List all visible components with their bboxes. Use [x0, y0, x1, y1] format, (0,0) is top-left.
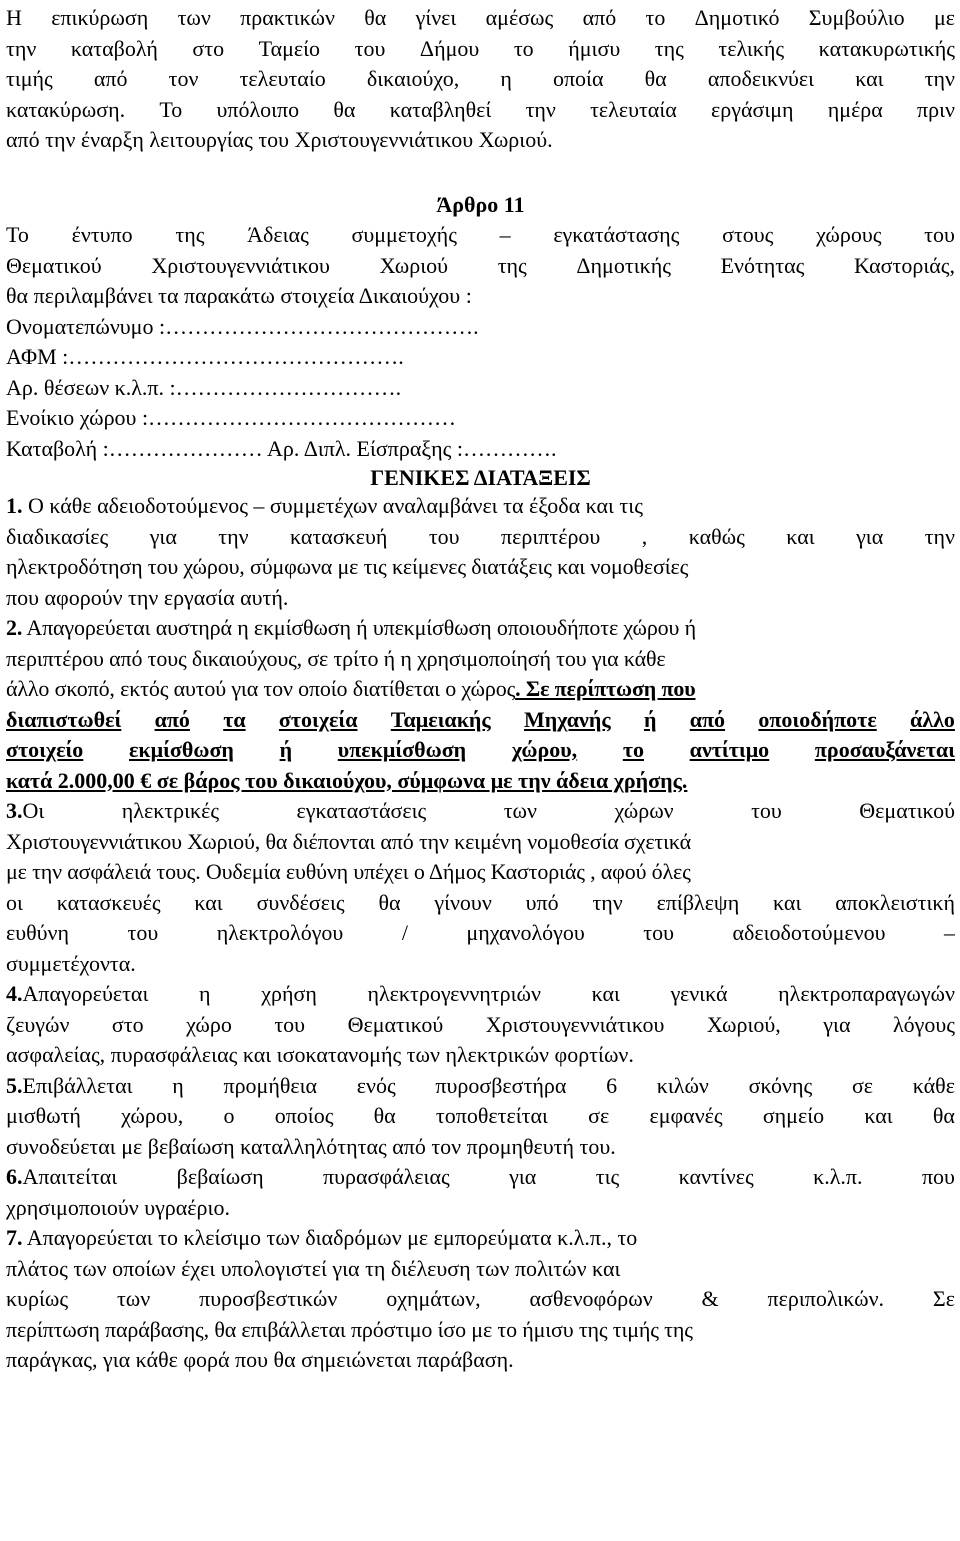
word: 6.Απαιτείται	[6, 1164, 118, 1189]
field-rent: Ενοίκιο χώρου :……………………………………	[6, 405, 457, 430]
word: πυρασφάλειας	[323, 1164, 450, 1189]
word: εμφανές	[649, 1103, 723, 1128]
word: και	[591, 981, 620, 1006]
word: συνδέσεις	[256, 889, 345, 915]
word: στοιχεία	[278, 706, 358, 732]
word: γίνουν	[434, 889, 492, 915]
word: –	[499, 222, 511, 247]
word: ασθενοφόρων	[529, 1286, 653, 1311]
word: Χριστουγεννιάτικου	[151, 252, 330, 278]
word: οποιοδήποτε	[758, 706, 877, 732]
word: –	[943, 920, 955, 945]
provision-line: 2. Απαγορεύεται αυστηρά η εκμίσθωση ή υπεκμίσθωση οποιουδήποτε χώρου ή	[6, 615, 696, 640]
word: ήμισυ	[568, 35, 621, 61]
word: την	[924, 523, 955, 549]
word: της	[654, 35, 684, 61]
word: ηλεκτρικές	[121, 798, 220, 823]
word: η	[172, 1072, 184, 1098]
word: χώρων	[614, 798, 674, 823]
word: στοιχείο	[6, 737, 84, 762]
word: το	[513, 35, 534, 61]
word: εργάσιμη	[711, 96, 794, 122]
word: της	[497, 252, 527, 278]
word: σε	[851, 1072, 874, 1098]
word: χώρου,	[511, 737, 578, 762]
provision-line: συνοδεύεται με βεβαίωση καταλληλότητας από τον προμηθευτή του.	[6, 1133, 616, 1159]
word: Μηχανής	[523, 706, 611, 732]
word: και	[864, 1103, 893, 1128]
word: εκμίσθωση	[129, 737, 234, 762]
intro-line	[6, 3, 955, 34]
provision-line	[6, 888, 955, 919]
word: για	[823, 1011, 851, 1037]
word: από	[689, 706, 726, 732]
field-full-name: Ονοματεπώνυμο :…………………………………….	[6, 313, 479, 339]
word: ενός	[356, 1072, 396, 1098]
word: Θεματικού	[859, 798, 955, 823]
word: τον	[168, 66, 199, 91]
provision-line	[6, 979, 955, 1010]
word: την	[592, 889, 623, 915]
word: προμήθεια	[223, 1072, 318, 1098]
word: θα	[644, 66, 667, 91]
word: Θεματικού	[347, 1011, 444, 1037]
penalty-clause-line	[6, 735, 955, 766]
word: μισθωτή	[6, 1103, 81, 1128]
provision-number: 5.	[6, 1072, 23, 1098]
word: Δημοτικό	[694, 5, 780, 30]
word: και	[855, 66, 884, 91]
provision-6	[6, 1162, 955, 1223]
word: Το	[159, 96, 183, 122]
word: επίβλεψη	[656, 889, 740, 915]
provision-line: που αφορούν την εργασία αυτή.	[6, 584, 289, 610]
word: Θεματικού	[6, 252, 102, 278]
provision-line	[6, 1162, 955, 1193]
word: την	[6, 35, 37, 61]
word: καθώς	[688, 523, 745, 549]
word: του	[428, 523, 460, 549]
word: της	[175, 222, 205, 247]
word: για	[856, 523, 884, 549]
provision-line: 1. Ο κάθε αδειοδοτούμενος – συμμετέχων αναλαμβάνει τα έξοδα και τις	[6, 493, 643, 518]
general-heading: ΓΕΝΙΚΕΣ ΔΙΑΤΑΞΕΙΣ	[370, 465, 591, 490]
word: κ.λ.π.	[813, 1164, 863, 1189]
field-payment: Καταβολή :………………… Αρ. Διπλ. Είσπραξης :………….	[6, 435, 557, 461]
word: άλλο	[910, 706, 955, 732]
word: Το	[6, 222, 29, 247]
word: των	[177, 5, 211, 30]
word: Χριστουγεννιάτικου	[485, 1011, 665, 1037]
word: του	[924, 222, 955, 247]
word: επικύρωση	[51, 5, 149, 30]
word: ή	[279, 737, 293, 762]
word: &	[701, 1286, 719, 1311]
word: οχημάτων,	[386, 1286, 481, 1311]
word: και	[773, 889, 802, 915]
word: χώρο	[186, 1011, 232, 1037]
word: ο	[223, 1103, 235, 1128]
word: αποδεικνύει	[707, 66, 815, 91]
word: πυροσβεστικών	[199, 1286, 338, 1311]
provision-3	[6, 796, 955, 979]
word: συμμετοχής	[351, 222, 457, 247]
word: την	[924, 66, 955, 91]
intro-line: από την έναρξη λειτουργίας του Χριστουγεννιάτικου Χωριού.	[6, 127, 553, 152]
word: κατασκευή	[290, 523, 388, 549]
word: τελευταίο	[239, 66, 326, 91]
provision-number: 3.	[6, 798, 23, 823]
word: τις	[595, 1164, 620, 1189]
provision-line	[6, 918, 955, 949]
word: χρήση	[261, 981, 317, 1006]
word: σκόνης	[748, 1072, 813, 1098]
provision-line: άλλο σκοπό, εκτός αυτού για τον οποίο διατίθεται ο χώρος. Σε περίπτωση που	[6, 676, 696, 701]
provision-line: περιπτέρου από τους δικαιούχους, σε τρίτο ή η χρησιμοποίησή του για κάθε	[6, 645, 666, 671]
word: του	[751, 798, 782, 823]
word: 6	[606, 1072, 618, 1098]
word: 4.Απαγορεύεται	[6, 981, 149, 1006]
word: ημέρα	[827, 96, 883, 122]
word: ηλεκτρολόγου	[216, 920, 344, 945]
word: θα	[373, 1103, 396, 1128]
word: του	[274, 1011, 306, 1037]
provision-number: 4.	[6, 981, 23, 1006]
word: το	[645, 5, 666, 30]
word: αντίτιμο	[689, 737, 770, 762]
word: σε	[588, 1103, 610, 1128]
word: από	[154, 706, 190, 732]
word: των	[116, 1286, 151, 1311]
word: στο	[111, 1011, 144, 1037]
word: μηχανολόγου	[466, 920, 585, 945]
provision-line: περίπτωση παράβασης, θα επιβάλλεται πρόστιμο ίσο με το ήμισυ της τιμής της	[6, 1316, 693, 1342]
word: του	[354, 35, 386, 61]
word: βεβαίωση	[176, 1164, 264, 1189]
word: οι	[6, 889, 23, 915]
provision-2	[6, 613, 955, 796]
spacer	[6, 156, 955, 190]
word: Συμβούλιο	[808, 5, 905, 30]
penalty-clause-line	[6, 705, 955, 736]
word: Ταμειακής	[390, 706, 491, 732]
word: και	[786, 523, 815, 549]
word: η	[199, 981, 211, 1006]
word: τελευταία	[590, 96, 677, 122]
word: την	[525, 96, 556, 122]
provision-line	[6, 796, 955, 827]
word: αποκλειστική	[835, 889, 955, 915]
word: ευθύνη	[6, 920, 70, 945]
word: υπεκμίσθωση	[337, 737, 467, 762]
word: την	[218, 523, 249, 549]
word: ηλεκτροπαραγωγών	[778, 981, 955, 1006]
word: Ταμείο	[258, 35, 321, 61]
article-paragraph	[6, 220, 955, 312]
word: καταβολή	[70, 35, 158, 61]
word: από	[93, 66, 128, 91]
word: η	[500, 66, 512, 91]
word: οποίος	[274, 1103, 334, 1128]
word: διαδικασίες	[6, 523, 109, 549]
word: αμέσως	[485, 5, 554, 30]
article-line	[6, 220, 955, 251]
provision-number: 7.	[6, 1225, 23, 1250]
provision-line	[6, 522, 955, 553]
provision-line: πλάτος των οποίων έχει υπολογιστεί για τη διέλευση των πολιτών και	[6, 1255, 621, 1281]
article-heading: Άρθρο 11	[436, 191, 525, 217]
word: γενικά	[670, 981, 728, 1006]
word: σημείο	[762, 1103, 825, 1128]
word: περιπτέρου	[501, 523, 601, 549]
word: τοποθετείται	[435, 1103, 548, 1128]
word: στους	[722, 222, 774, 247]
word: θα	[932, 1103, 955, 1128]
word: Χωριού,	[706, 1011, 781, 1037]
intro-line	[6, 64, 955, 95]
provision-line: ασφαλείας, πυρασφάλειας και ισοκατανομής των ηλεκτρικών φορτίων.	[6, 1042, 634, 1067]
word: προσαυξάνεται	[814, 737, 955, 762]
word: πριν	[917, 96, 955, 122]
word: 3.Οι	[6, 798, 45, 823]
word: τα	[223, 706, 246, 732]
word: πρακτικών	[240, 5, 335, 30]
word: ή	[643, 706, 657, 732]
field-tax-id: ΑΦΜ :……………………………………….	[6, 344, 404, 369]
provision-1	[6, 491, 955, 613]
field-positions: Αρ. θέσεων κ.λ.π. :………………………….	[6, 374, 402, 400]
word: του	[643, 920, 674, 945]
word: των	[503, 798, 537, 823]
provision-line: παράγκας, για κάθε φορά που θα σημειώνεται παράβαση.	[6, 1347, 514, 1372]
word: χώρους	[816, 222, 882, 247]
provision-line: συμμετέχοντα.	[6, 950, 136, 976]
penalty-clause-start: . Σε περίπτωση που	[515, 676, 696, 701]
word: Χωριού	[379, 252, 449, 278]
word: 5.Επιβάλλεται	[6, 1072, 133, 1098]
article-line: θα περιλαμβάνει τα παρακάτω στοιχεία Δικαιούχου :	[6, 283, 472, 308]
word: τιμής	[6, 66, 53, 91]
word: που	[921, 1164, 955, 1189]
word: θα	[378, 889, 401, 915]
provision-line	[6, 1071, 955, 1102]
word: εγκατάστασης	[553, 222, 680, 247]
word: χώρου,	[121, 1103, 184, 1128]
word: ,	[641, 523, 648, 549]
word: κατασκευές	[56, 889, 161, 915]
word: Άδειας	[247, 222, 309, 247]
word: /	[401, 920, 408, 945]
word: κυρίως	[6, 1286, 69, 1311]
word: υπόλοιπο	[216, 96, 300, 122]
provision-7	[6, 1223, 955, 1376]
word: του	[127, 920, 159, 945]
word: κατακύρωση.	[6, 96, 126, 122]
word: με	[933, 5, 955, 30]
provision-number: 2.	[6, 615, 23, 640]
word: Ενότητας	[720, 252, 805, 278]
word: τελικής	[718, 35, 785, 61]
penalty-clause-line: κατά 2.000,00 € σε βάρος του δικαιούχου, σύμφωνα με την άδεια χρήσης.	[6, 767, 688, 793]
word: θα	[333, 96, 356, 122]
word: κατακυρωτικής	[818, 35, 955, 61]
provision-5	[6, 1071, 955, 1163]
word: υπό	[525, 889, 559, 915]
word: έντυπο	[71, 222, 133, 247]
word: περιπολικών.	[767, 1286, 885, 1311]
word: για	[149, 523, 177, 549]
word: πυροσβεστήρα	[435, 1072, 567, 1098]
word: γίνει	[415, 5, 457, 30]
word: διαπιστωθεί	[6, 706, 122, 732]
word: ζευγών	[6, 1011, 70, 1037]
intro-paragraph	[6, 0, 955, 156]
word: δικαιούχο,	[366, 66, 460, 91]
provision-number: 6.	[6, 1164, 23, 1189]
word: αδειοδοτούμενου	[732, 920, 886, 945]
word: Καστοριάς,	[854, 252, 955, 278]
intro-line	[6, 95, 955, 126]
word: οποία	[552, 66, 604, 91]
word: στο	[192, 35, 225, 61]
article-line	[6, 251, 955, 282]
provision-line: 7. Απαγορεύεται το κλείσιμο των διαδρόμων με εμπορεύματα κ.λ.π., το	[6, 1225, 638, 1250]
provision-line: ηλεκτροδότηση του χώρου, σύμφωνα με τις κείμενες διατάξεις και νομοθεσίες	[6, 554, 689, 579]
word: το	[622, 737, 644, 762]
provision-number: 1.	[6, 493, 23, 518]
word: και	[194, 889, 223, 915]
form-fields	[6, 312, 955, 465]
provision-4	[6, 979, 955, 1071]
provision-line: με την ασφάλειά τους. Ουδεμία ευθύνη υπέχει ο Δήμος Καστοριάς , αφού όλες	[6, 859, 691, 884]
word: καταβληθεί	[389, 96, 492, 122]
word: κάθε	[912, 1072, 955, 1098]
word: για	[509, 1164, 537, 1189]
provision-line	[6, 1101, 955, 1132]
word: Δήμου	[419, 35, 480, 61]
word: θα	[364, 5, 387, 30]
word: Δημοτικής	[576, 252, 671, 278]
word: ηλεκτρογεννητριών	[367, 981, 541, 1006]
word: Η	[6, 5, 22, 30]
provision-line: χρησιμοποιούν υγραέριο.	[6, 1194, 230, 1220]
word: από	[582, 5, 617, 30]
word: λόγους	[892, 1011, 955, 1037]
intro-line	[6, 34, 955, 65]
provision-line: Χριστουγεννιάτικου Χωριού, θα διέπονται από την κειμένη νομοθεσία σχετικά	[6, 828, 692, 854]
provision-line	[6, 1284, 955, 1315]
word: Σε	[932, 1286, 955, 1311]
word: εγκαταστάσεις	[296, 798, 427, 823]
provision-line	[6, 1010, 955, 1041]
word: καντίνες	[678, 1164, 754, 1189]
word: κιλών	[656, 1072, 709, 1098]
